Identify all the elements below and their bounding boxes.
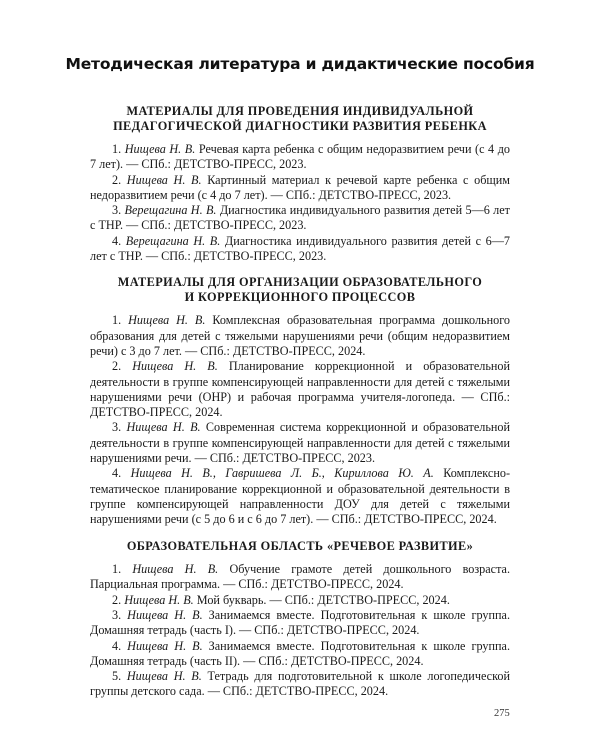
list-item [90, 562, 510, 593]
list-item [90, 359, 510, 420]
entry-author: Нищева Н. В. [126, 420, 201, 435]
section-heading-line: И КОРРЕКЦИОННОГО ПРОЦЕССОВ [184, 289, 416, 304]
entry-text: Планирование коррекционной и образовательной деятельности в группе компенсирующей направленности для детей с тяжелыми нарушениями речи (ОНР) и рабочая программа учителя-логопеда. — СПб.: ДЕТСТВО-ПРЕСС, 2024. [90, 359, 511, 420]
entry-text: Диагностика индивидуального развития детей 5—6 лет с ТНР. — СПб.: ДЕТСТВО-ПРЕСС, 2023. [90, 203, 511, 233]
section-heading-line: МАТЕРИАЛЫ ДЛЯ ОРГАНИЗАЦИИ ОБРАЗОВАТЕЛЬНОГО [117, 275, 483, 290]
entry-number: 2. [112, 172, 122, 187]
list-item [90, 669, 510, 700]
list-item [90, 142, 510, 173]
entry-author: Нищева Н. В. [132, 562, 219, 577]
entry-number: 1. [112, 562, 122, 577]
entry-number: 1. [112, 313, 122, 328]
page-number: 275 [494, 708, 510, 719]
list-item [90, 313, 510, 359]
entry-text: Обучение грамоте детей дошкольного возраста. Парциальная программа. — СПб.: ДЕТСТВО-ПРЕСС, 2024. [90, 562, 511, 592]
section-heading-line: МАТЕРИАЛЫ ДЛЯ ПРОВЕДЕНИЯ ИНДИВИДУАЛЬНОЙ [126, 104, 474, 118]
entry-number: 2. [112, 359, 122, 374]
list-item [90, 420, 510, 466]
list-item [90, 466, 510, 527]
entry-author: Нищева Н. В. [132, 359, 218, 374]
entry-author: Верещагина Н. В. [125, 233, 221, 248]
entry-text: Речевая карта ребенка с общим недоразвитием речи (с 4 до 7 лет). — СПб.: ДЕТСТВО-ПРЕСС, 2023. [90, 142, 510, 172]
section-heading [90, 275, 510, 304]
section-heading-line: ОБРАЗОВАТЕЛЬНАЯ ОБЛАСТЬ «РЕЧЕВОЕ РАЗВИТИЕ» [126, 538, 474, 553]
section-organization [90, 275, 510, 527]
entry-number: 2. [112, 592, 122, 607]
entry-author: Нищева Н. В. [126, 172, 202, 187]
list-item [90, 173, 510, 204]
section-speech-development [90, 539, 510, 700]
list-item [90, 234, 510, 265]
entry-author: Нищева Н. В. [127, 638, 203, 653]
entry-author: Нищева Н. В. [128, 313, 206, 328]
entry-author: Нищева Н. В. [124, 592, 194, 607]
entry-number: 4. [112, 638, 122, 653]
section-diagnostics [90, 104, 510, 264]
page-title: Методическая литература и дидактические пособия [65, 55, 535, 73]
entry-number: 3. [112, 203, 122, 218]
list-item [90, 639, 510, 670]
list-item [90, 203, 510, 234]
entry-text: Комплексно-тематическое планирование коррекционной и образовательной деятельности в группе компенсирующей направленности ДОУ для детей с тяжелыми нарушениями речи (с 5 до 6 и с 6 до 7 лет). — СПб.: ДЕТСТВО-ПРЕСС, 2024. [90, 466, 511, 527]
entry-text: Тетрадь для подготовительной к школе логопедической группы детского сада. — СПб.: ДЕТСТВО-ПРЕСС, 2024. [90, 669, 511, 699]
entry-author: Нищева Н. В., Гавришева Л. Б., Кириллова Ю. А. [130, 466, 434, 481]
entry-text: Диагностика индивидуального развития детей с 6—7 лет с ТНР. — СПб.: ДЕТСТВО-ПРЕСС, 2023. [90, 233, 511, 264]
entry-author: Верещагина Н. В. [124, 203, 217, 218]
entry-number: 5. [112, 669, 122, 684]
entry-number: 3. [112, 420, 122, 435]
entry-text: Занимаемся вместе. Подготовительная к школе группа. Домашняя тетрадь (часть II). — СПб.: ДЕТСТВО-ПРЕСС, 2024. [90, 638, 511, 668]
entry-number: 1. [112, 142, 122, 156]
entry-text: Занимаемся вместе. Подготовительная к школе группа. Домашняя тетрадь (часть I). — СПб.: ДЕТСТВО-ПРЕСС, 2024. [90, 607, 511, 638]
section-heading [90, 104, 510, 133]
entry-author: Нищева Н. В. [124, 142, 196, 156]
bibliography [90, 104, 510, 711]
entry-text: Современная система коррекционной и образовательной деятельности в группе компенсирующей направленности для детей с тяжелыми нарушениями речи. — СПб.: ДЕТСТВО-ПРЕСС, 2023. [90, 420, 511, 466]
section-heading [90, 539, 510, 554]
entry-number: 4. [112, 466, 122, 481]
entry-text: Картинный материал к речевой карте ребенка с общим недоразвитием речи (с 4 до 7 лет). — СПб.: ДЕТСТВО-ПРЕСС, 2023. [90, 172, 511, 202]
section-heading-line: ПЕДАГОГИЧЕСКОЙ ДИАГНОСТИКИ РАЗВИТИЯ РЕБЕНКА [113, 118, 487, 133]
list-item [90, 608, 510, 639]
entry-author: Нищева Н. В. [126, 669, 202, 684]
entry-number: 4. [112, 233, 122, 248]
entry-author: Нищева Н. В. [127, 607, 203, 622]
entry-text: Комплексная образовательная программа дошкольного образования для детей с тяжелыми нарушениями речи (общим недоразвитием речи) с 3 до 7 лет. — СПб.: ДЕТСТВО-ПРЕСС, 2024. [90, 313, 510, 358]
list-item [90, 593, 510, 608]
entry-number: 3. [112, 607, 122, 622]
entry-text: Мой букварь. — СПб.: ДЕТСТВО-ПРЕСС, 2024. [196, 592, 450, 607]
